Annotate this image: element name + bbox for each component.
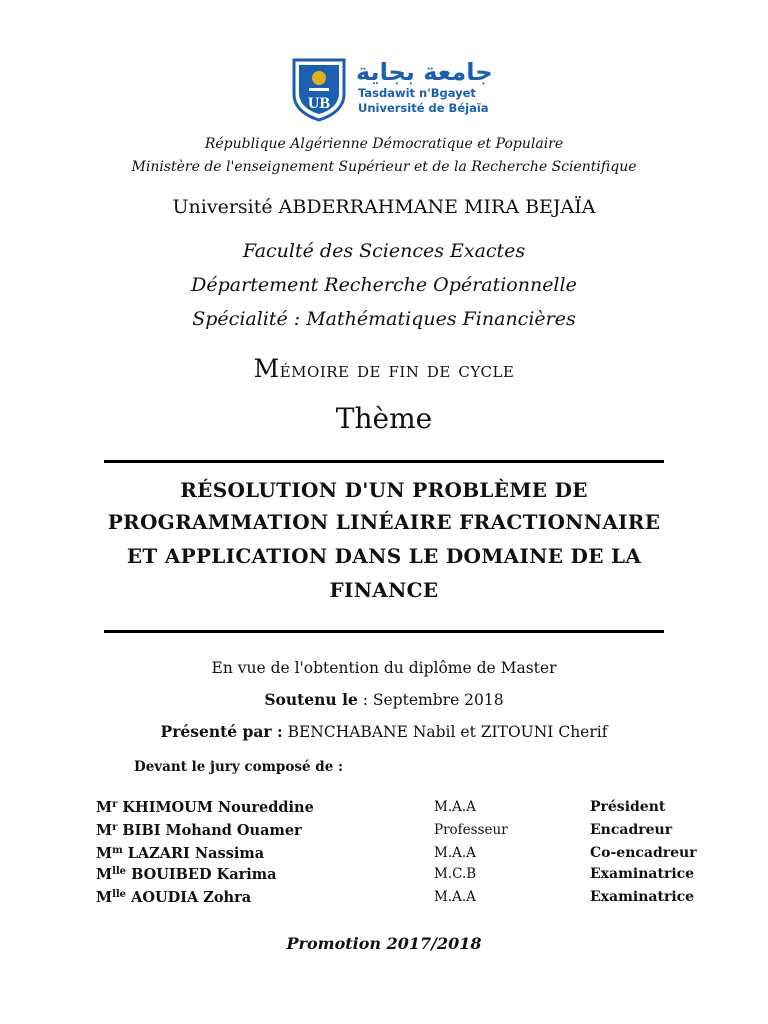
jury-row [96,866,736,886]
presented-value: BENCHABANE Nabil et ZITOUNI Cherif [282,723,608,741]
jury-row [96,845,736,865]
defended-line [0,690,768,709]
university-shield-icon [290,56,348,122]
republic-line: République Algérienne Démocratique et Populaire [204,136,564,152]
diploma-line: En vue de l'obtention du diplôme de Master [211,659,557,677]
jury-member-grade: M.A.A [434,845,476,861]
jury-member-grade: M.A.A [434,799,476,815]
title-line-3: ET APPLICATION DANS LE DOMAINE DE LA [126,544,642,568]
jury-member-name: $M^m$ LAZARI Nassima [96,845,265,862]
jury-member-role: Co-encadreur [590,845,697,861]
presented-line [0,722,768,741]
title-line-1: RÉSOLUTION D'UN PROBLÈME DE [180,478,588,502]
defended-value: : Septembre 2018 [357,691,504,709]
jury-member-role: Examinatrice [590,889,695,905]
jury-member-role: Président [590,799,666,815]
jury-member-name: $M^{lle}$ AOUDIA Zohra [96,889,252,906]
svg-text:UB: UB [307,95,331,112]
memoire-initial: M [253,354,280,383]
defended-label: Soutenu le [264,690,358,709]
memoire-heading [0,354,768,383]
top-rule [104,460,664,463]
jury-member-name: $M^r$ KHIMOUM Noureddine [96,799,314,816]
jury-member-role: Examinatrice [590,866,695,882]
memoire-rest: émoire de fin de cycle [279,358,515,383]
speciality-line: Spécialité : Mathématiques Financières [192,308,576,330]
presented-label: Présenté par : [160,722,283,741]
jury-row [96,889,736,909]
jury-row [96,822,736,842]
jury-member-name: $M^{lle}$ BOUIBED Karima [96,866,277,883]
jury-member-role: Encadreur [590,822,673,838]
bottom-rule [104,630,664,633]
logo-line-french: Université de Béjaïa [358,101,489,115]
university-name: Université ABDERRAHMANE MIRA BEJAÏA [172,196,596,218]
jury-member-grade: Professeur [434,822,508,838]
jury-row [96,799,736,819]
jury-heading: Devant le jury composé de : [134,759,343,775]
theme-label: Thème [335,402,433,435]
title-line-4: FINANCE [329,578,439,602]
university-logo [290,56,493,122]
jury-member-grade: M.A.A [434,889,476,905]
ministry-line: Ministère de l'enseignement Supérieur et de la Recherche Scientifique [131,159,637,175]
jury-member-name: $M^r$ BIBI Mohand Ouamer [96,822,302,839]
promotion-line: Promotion 2017/2018 [286,934,482,953]
faculty-line: Faculté des Sciences Exactes [242,240,526,262]
logo-arabic-text: جامعة بجاية [356,58,493,86]
jury-member-grade: M.C.B [434,866,477,882]
title-line-2: PROGRAMMATION LINÉAIRE FRACTIONNAIRE [107,510,661,534]
logo-line-kabyle: Tasdawit n'Bgayet [358,86,476,100]
department-line: Département Recherche Opérationnelle [191,274,577,296]
